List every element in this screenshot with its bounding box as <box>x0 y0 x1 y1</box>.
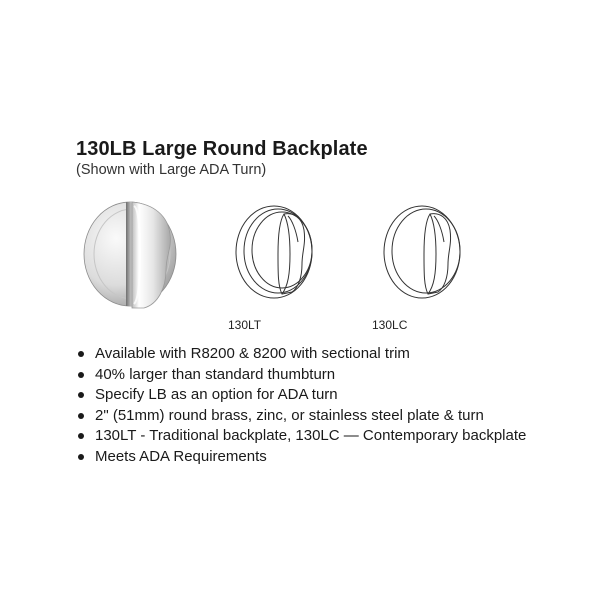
caption-130lc: 130LC <box>372 318 408 332</box>
traditional-backplate-drawing-icon <box>222 196 342 306</box>
feature-item: Specify LB as an option for ADA turn <box>76 385 596 406</box>
round-backplate-thumbturn-photo-icon <box>74 196 194 316</box>
feature-item: Available with R8200 & 8200 with sectional trim <box>76 344 596 365</box>
page-title: 130LB Large Round Backplate <box>76 138 368 160</box>
feature-list <box>76 344 596 467</box>
feature-item: 2" (51mm) round brass, zinc, or stainless steel plate & turn <box>76 406 596 427</box>
page-subtitle: (Shown with Large ADA Turn) <box>76 162 267 178</box>
traditional-backplate-drawing-icon <box>222 196 342 306</box>
contemporary-backplate-drawing-icon <box>368 196 488 306</box>
round-backplate-thumbturn-photo-icon <box>74 196 194 316</box>
caption-130lt: 130LT <box>228 318 262 332</box>
feature-item: Meets ADA Requirements <box>76 447 596 468</box>
feature-item: 40% larger than standard thumbturn <box>76 365 596 386</box>
feature-item: 130LT - Traditional backplate, 130LC — Contemporary backplate <box>76 426 596 447</box>
contemporary-backplate-drawing-icon <box>368 196 488 306</box>
